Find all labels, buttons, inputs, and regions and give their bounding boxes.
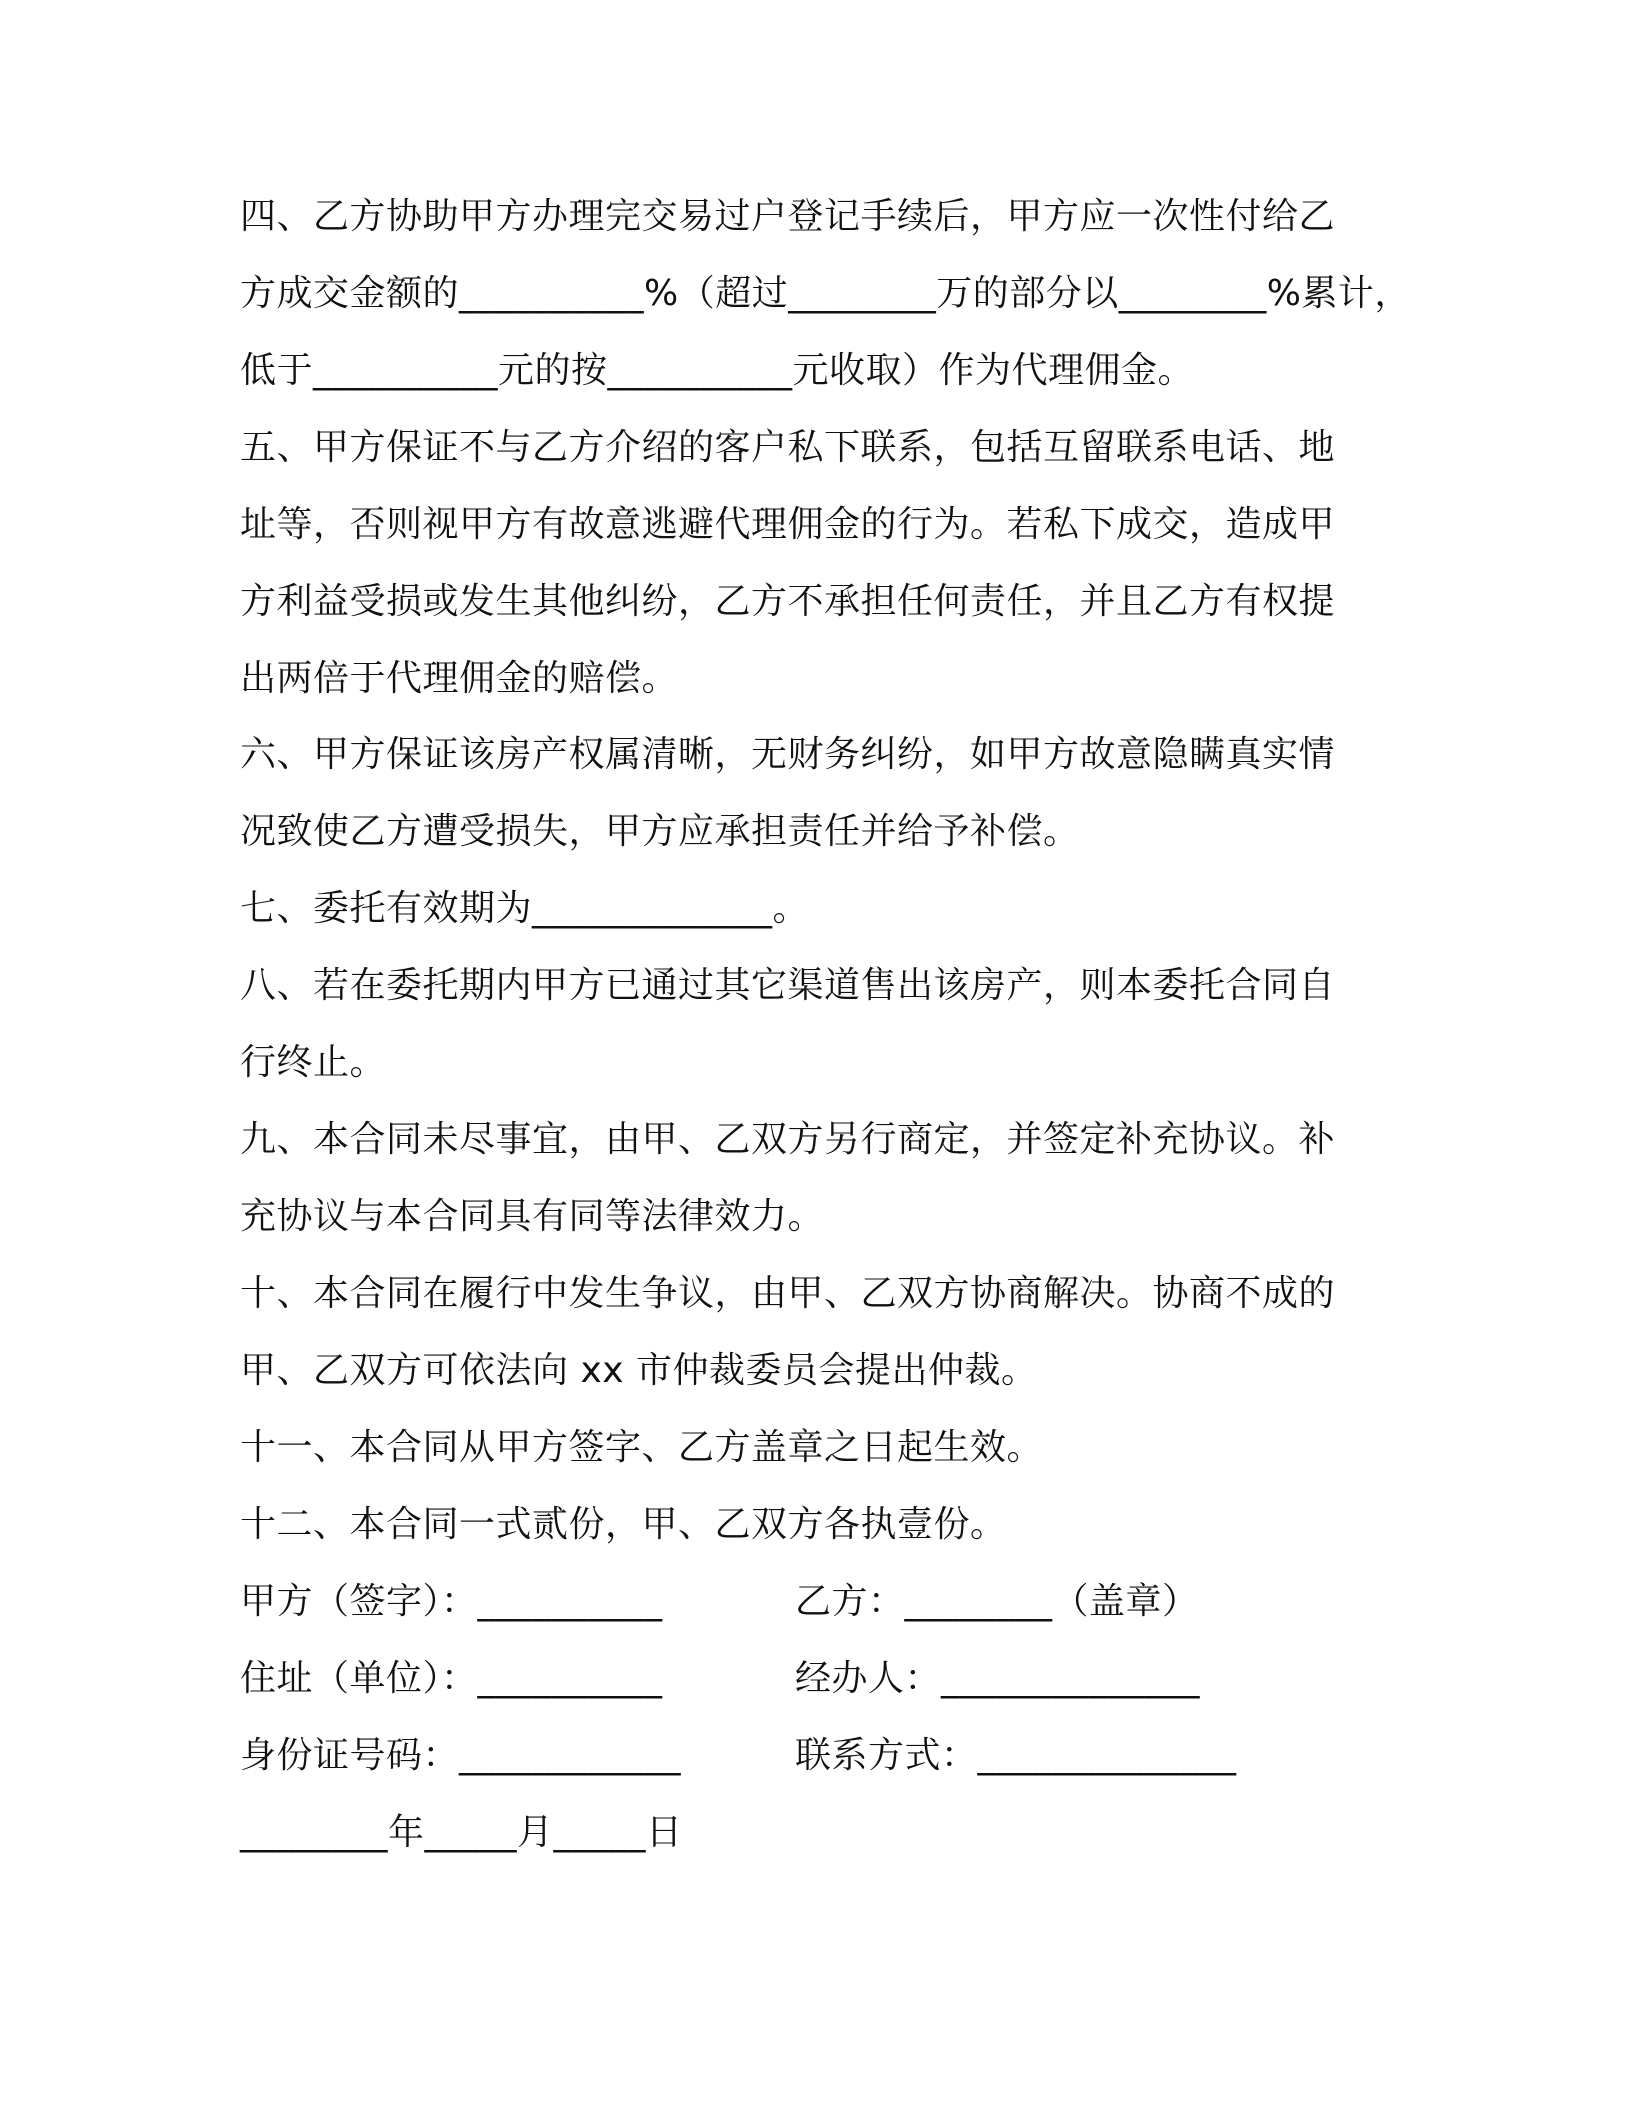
- clause-4-line-3: 低于__________元的按__________元收取）作为代理佣金。: [240, 350, 1195, 391]
- clause-10-line-2: 甲、乙双方可依法向 xx 市仲裁委员会提出仲裁。: [240, 1350, 1038, 1391]
- clause-9-line-2: 充协议与本合同具有同等法律效力。: [240, 1196, 825, 1237]
- clause-5-line-1: 五、甲方保证不与乙方介绍的客户私下联系，包括互留联系电话、地: [240, 427, 1336, 468]
- clause-5-line-3: 方利益受损或发生其他纠纷，乙方不承担任何责任，并且乙方有权提: [240, 581, 1336, 622]
- id-number-field: 身份证号码：____________: [240, 1735, 682, 1776]
- party-b-seal: 乙方：________（盖章）: [795, 1581, 1199, 1622]
- clause-6-line-2: 况致使乙方遭受损失，甲方应承担责任并给予补偿。: [240, 811, 1080, 852]
- clause-5-line-4: 出两倍于代理佣金的赔偿。: [240, 658, 679, 699]
- clause-8-line-1: 八、若在委托期内甲方已通过其它渠道售出该房产，则本委托合同自: [240, 965, 1336, 1006]
- address-field: 住址（单位）：__________: [240, 1658, 663, 1699]
- clause-10-line-1: 十、本合同在履行中发生争议，由甲、乙双方协商解决。协商不成的: [240, 1273, 1336, 1314]
- date-field: ________年_____月_____日: [240, 1812, 683, 1853]
- clause-5-line-2: 址等，否则视甲方有故意逃避代理佣金的行为。若私下成交，造成甲: [240, 504, 1336, 545]
- agent-field: 经办人：______________: [795, 1658, 1201, 1699]
- clause-4-line-2: 方成交金额的__________%（超过________万的部分以________%累计，: [240, 273, 1411, 314]
- clause-6-line-1: 六、甲方保证该房产权属清晰，无财务纠纷，如甲方故意隐瞒真实情: [240, 734, 1336, 775]
- clause-8-line-2: 行终止。: [240, 1042, 387, 1083]
- clause-12-line-1: 十二、本合同一式贰份，甲、乙双方各执壹份。: [240, 1504, 1007, 1545]
- clause-7-line-1: 七、委托有效期为_____________。: [240, 888, 810, 929]
- clause-11-line-1: 十一、本合同从甲方签字、乙方盖章之日起生效。: [240, 1427, 1044, 1468]
- clause-4-line-1: 四、乙方协助甲方办理完交易过户登记手续后，甲方应一次性付给乙: [240, 196, 1336, 237]
- contact-field: 联系方式：______________: [795, 1735, 1237, 1776]
- clause-9-line-1: 九、本合同未尽事宜，由甲、乙双方另行商定，并签定补充协议。补: [240, 1119, 1336, 1160]
- party-a-signature: 甲方（签字）：__________: [240, 1581, 663, 1622]
